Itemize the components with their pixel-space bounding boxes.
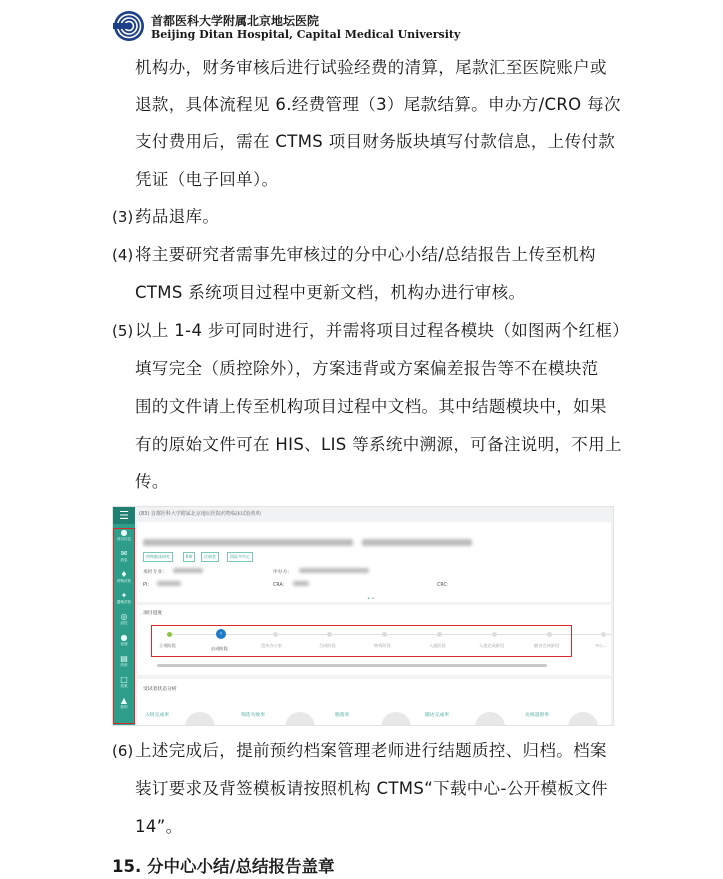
- field-sponsor: 申办方：: [273, 570, 293, 575]
- step-label: 入组阶段: [429, 643, 446, 648]
- step-label: 物资阶段: [374, 643, 391, 648]
- globe-icon: ◎: [120, 612, 128, 621]
- project-tag: 注册类: [201, 552, 219, 562]
- sidebar-item-device[interactable]: ✦ 器械试验: [113, 591, 135, 609]
- text-line: 支付费用后，需在 CTMS 项目财务版块填写付款信息，上传付款: [135, 132, 616, 151]
- sidebar-item-qc[interactable]: ◎ 质控: [113, 612, 135, 630]
- cart-icon: ▤: [120, 654, 128, 663]
- project-info-panel: [137, 522, 611, 602]
- text-line: 退款，具体流程见 6.经费管理（3）尾款结算。申办方/CRO 每次: [135, 95, 621, 114]
- stat-label: 入组完成率: [145, 713, 169, 718]
- text-line: 装订要求及背签模板请按照机构 CTMS“下载中心-公开模板文件: [135, 779, 608, 798]
- blurred-value: [299, 568, 369, 573]
- text-line: CTMS 系统项目过程中更新文档，机构办进行审核。: [135, 283, 526, 302]
- text-line: 上述完成后，提前预约档案管理老师进行结题质控、归档。档案: [135, 741, 607, 760]
- sidebar-item-pharmacy[interactable]: ▤ 药房: [113, 654, 135, 672]
- pin-icon: ✦: [120, 591, 128, 600]
- hospital-logo-icon: [113, 10, 145, 42]
- folder-icon: □: [120, 675, 128, 684]
- sidebar-highlight-box: [113, 528, 135, 724]
- mail-icon: ✉: [120, 549, 128, 558]
- list-number: (6): [112, 742, 134, 760]
- users-icon: ●: [120, 633, 128, 642]
- text-line: 14”。: [135, 817, 183, 836]
- hospital-name-cn: 首都医科大学附属北京地坛医院: [151, 14, 320, 28]
- project-tag: 药物临床研究: [143, 552, 173, 562]
- list-number: (3): [112, 208, 134, 226]
- field-pi: PI：: [143, 583, 153, 588]
- sidebar-item-ethics[interactable]: ● 伦理: [113, 633, 135, 651]
- scrollbar[interactable]: [157, 664, 547, 667]
- sidebar-item-mine[interactable]: ▲ 我的: [113, 696, 135, 714]
- section-heading: 15. 分中心小结/总结报告盖章: [112, 857, 335, 876]
- sidebar-item-message[interactable]: ✉ 消息: [113, 549, 135, 567]
- text-line: 传。: [135, 472, 169, 491]
- pager-dots[interactable]: • •: [367, 596, 375, 602]
- step-label: 合同阶段: [319, 643, 336, 648]
- field-crc: CRC：: [437, 583, 452, 588]
- stat-label: 随访完成率: [425, 713, 449, 718]
- text-line: 以上 1-4 步可同时进行，并需将项目过程各模块（如图两个红框）: [135, 321, 630, 340]
- breadcrumb: (83) 首都医科大学附属北京地坛医院药物临床试验机构: [139, 511, 261, 517]
- blurred-project-title: [362, 539, 472, 546]
- step-label: 入组完成阶段: [479, 643, 505, 648]
- blurred-value: [157, 581, 181, 586]
- blurred-value: [293, 581, 309, 586]
- stat-label: 访视超窗率: [525, 713, 549, 718]
- text-line: 填写完全（质控除外），方案违背或方案偏差报告等不在模块范: [135, 359, 599, 378]
- step-label: 启动阶段: [211, 646, 228, 651]
- stat-label: 脱落率: [335, 713, 350, 718]
- step-label: 立项阶段: [159, 643, 176, 648]
- current-step-icon: ›: [216, 629, 226, 639]
- blurred-project-title: [143, 539, 353, 546]
- sidebar-item-archive[interactable]: □ 档案: [113, 675, 135, 693]
- stat-label: 筛选失败率: [241, 713, 265, 718]
- progress-highlight-box: [151, 625, 572, 657]
- field-dept: 承担专业：: [143, 570, 167, 575]
- step-label: 中心...: [595, 643, 608, 648]
- text-line: 药品退库。: [135, 207, 220, 226]
- text-line: 凭证（电子回单）。: [135, 170, 279, 189]
- menu-icon[interactable]: ☰: [113, 507, 135, 524]
- step-label: 遗传办公室: [261, 643, 282, 648]
- project-tag: 国际多中心: [227, 552, 253, 562]
- home-icon: ●: [120, 528, 128, 537]
- text-line: 机构办，财务审核后进行试验经费的清算，尾款汇至医院账户或: [135, 58, 607, 77]
- text-line: 围的文件请上传至机构项目过程中文档。其中结题模块中，如果: [135, 397, 607, 416]
- step-dot: [601, 632, 606, 637]
- step-label: 随访完成阶段: [534, 643, 560, 648]
- sidebar-item-drug[interactable]: ♦ 药物试验: [113, 570, 135, 588]
- text-line: 将主要研究者需事先审核过的分中心小结/总结报告上传至机构: [135, 245, 596, 264]
- field-cra: CRA：: [273, 583, 288, 588]
- list-number: (5): [112, 322, 134, 340]
- ctms-screenshot: [112, 506, 614, 726]
- sidebar-item-project[interactable]: ● 项目信息: [113, 528, 135, 546]
- analysis-title: 受试者状态分析: [143, 687, 177, 692]
- user-icon: ▲: [120, 696, 128, 705]
- list-number: (4): [112, 246, 134, 264]
- project-tag: II期: [183, 552, 195, 562]
- progress-title: 项目进度: [143, 611, 163, 616]
- blurred-value: [173, 568, 203, 573]
- flask-icon: ♦: [120, 570, 128, 579]
- hospital-name-en: Beijing Ditan Hospital, Capital Medical University: [151, 28, 461, 41]
- text-line: 有的原始文件可在 HIS、LIS 等系统中溯源，可备注说明，不用上: [135, 435, 622, 454]
